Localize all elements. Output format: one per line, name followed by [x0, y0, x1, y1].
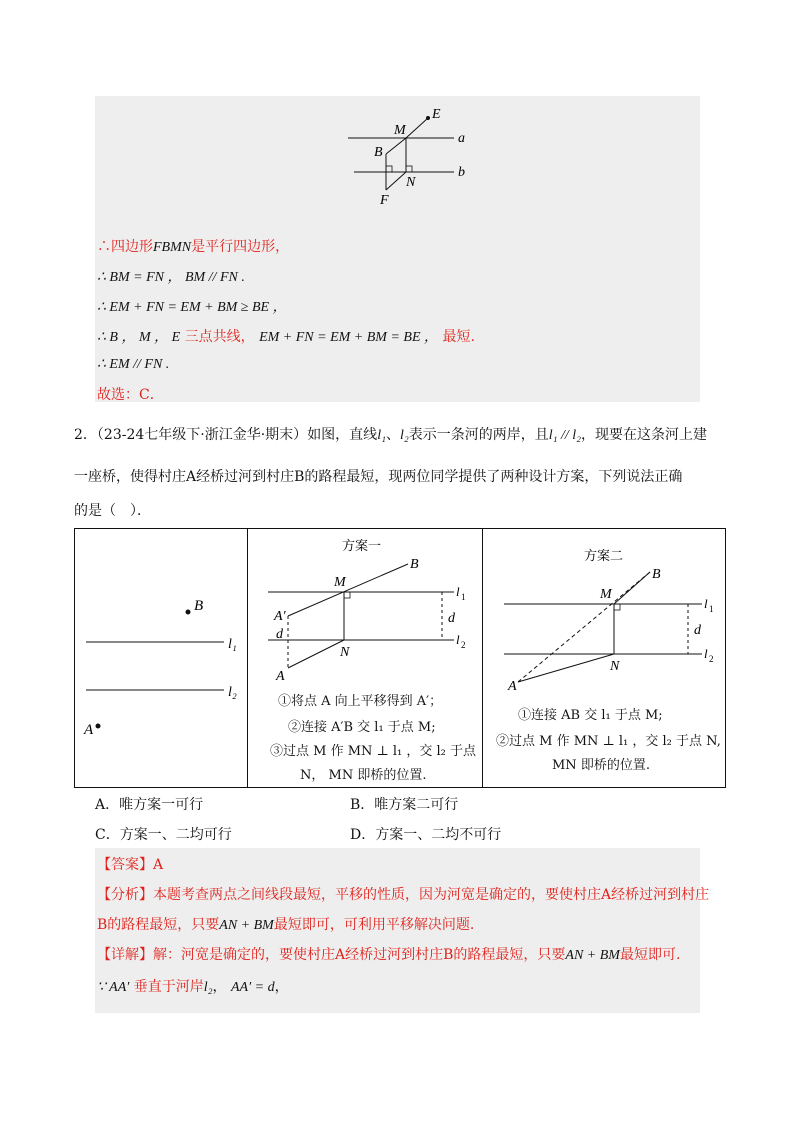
- answer-line: 【答案】A: [97, 857, 164, 873]
- svg-text:N: N: [340, 645, 350, 660]
- analysis-line-1: 【分析】本题考查两点之间线段最短，平移的性质，因为河宽是确定的，要使村庄A经桥过河到村庄: [97, 887, 710, 903]
- label-B: B: [374, 145, 383, 160]
- scheme2-title: 方案二: [584, 549, 624, 564]
- question-2-line-3: 的是（ ）．: [74, 503, 151, 519]
- solution-line-6: 故选：C．: [97, 387, 164, 403]
- question-2-line-1: 2．（23-24七年级下·浙江金华·期末）如图，直线l₁、l₂表示一条河的两岸，且l₁ // l₂，现要在这条河上建: [74, 427, 708, 443]
- option-A[interactable]: A．唯方案一可行: [95, 797, 204, 813]
- scheme1-title: 方案一: [342, 539, 382, 554]
- svg-text:B: B: [652, 567, 661, 582]
- solution-line-2: ∴ BM = FN ， BM // FN .: [97, 270, 245, 285]
- solution-line-1: ∴四边形FBMN是平行四边形，: [97, 239, 290, 255]
- col1-label-l1: l₁: [228, 637, 237, 652]
- detail-line: 【详解】解：河宽是确定的，要使村庄A经桥过河到村庄B的路程最短，只要AN + BM最短即可.: [97, 947, 681, 963]
- label-M: M: [394, 123, 406, 138]
- svg-text:A: A: [276, 669, 285, 684]
- svg-text:N: N: [610, 659, 620, 674]
- col1-label-B: B: [194, 598, 204, 614]
- label-N: N: [406, 175, 416, 190]
- svg-text:M: M: [334, 575, 346, 590]
- svg-text:1: 1: [461, 592, 466, 602]
- svg-text:2: 2: [709, 654, 714, 664]
- scheme1-step-1: ①将点 A 向上平移得到 A′；: [278, 694, 443, 709]
- option-C[interactable]: C．方案一、二均可行: [95, 827, 232, 843]
- label-F: F: [380, 193, 389, 208]
- svg-text:2: 2: [461, 640, 466, 650]
- scheme2-step-3: MN 即桥的位置.: [552, 758, 650, 773]
- label-b: b: [458, 165, 465, 180]
- scheme1-step-3: ③过点 M 作 MN ⊥ l₁ ，交 l₂ 于点: [270, 744, 477, 759]
- solution-line-5: ∴ EM // FN .: [97, 357, 170, 372]
- svg-text:l: l: [704, 596, 708, 611]
- top-figure: [340, 104, 480, 212]
- option-B[interactable]: B．唯方案二可行: [350, 797, 459, 813]
- svg-text:M: M: [600, 587, 612, 602]
- svg-text:l: l: [456, 584, 460, 599]
- svg-text:d: d: [694, 623, 701, 638]
- question-2-line-2: 一座桥，使得村庄A经桥过河到村庄B的路程最短，现两位同学提供了两种设计方案，下列说法正确: [74, 469, 683, 485]
- svg-text:l: l: [704, 646, 708, 661]
- svg-text:1: 1: [709, 604, 714, 614]
- svg-text:d: d: [276, 627, 283, 642]
- scheme1-step-4: N， MN 即桥的位置.: [300, 768, 427, 783]
- svg-text:B: B: [410, 557, 419, 572]
- scheme2-step-2: ②过点 M 作 MN ⊥ l₁ ，交 l₂ 于点 N,: [496, 734, 721, 749]
- table-col2-figure: [248, 530, 482, 690]
- col1-label-A: A: [84, 722, 94, 738]
- svg-text:d: d: [448, 611, 455, 626]
- solution-line-4: ∴ B ， M ， E 三点共线， EM + FN = EM + BM = BE ， 最短.: [97, 329, 475, 345]
- detail-last-line: ∵ AA′ 垂直于河岸l₂， AA′ = d，: [97, 979, 289, 995]
- table-col3-figure: [484, 530, 724, 700]
- option-D[interactable]: D．方案一、二均不可行: [350, 827, 502, 843]
- label-E: E: [432, 107, 441, 122]
- solution-line-3: ∴ EM + FN = EM + BM ≥ BE ，: [97, 300, 287, 315]
- svg-text:A′: A′: [274, 609, 286, 624]
- scheme2-step-1: ①连接 AB 交 l₁ 于点 M;: [518, 708, 663, 723]
- col1-label-l2: l₂: [228, 685, 237, 700]
- label-a: a: [458, 131, 465, 146]
- scheme1-step-2: ②连接 A′B 交 l₁ 于点 M;: [288, 720, 436, 735]
- svg-text:A: A: [508, 679, 517, 694]
- svg-text:l: l: [456, 632, 460, 647]
- table-col1-figure: [76, 530, 246, 786]
- analysis-line-2: B的路程最短，只要AN + BM最短即可，可利用平移解决问题.: [97, 917, 475, 933]
